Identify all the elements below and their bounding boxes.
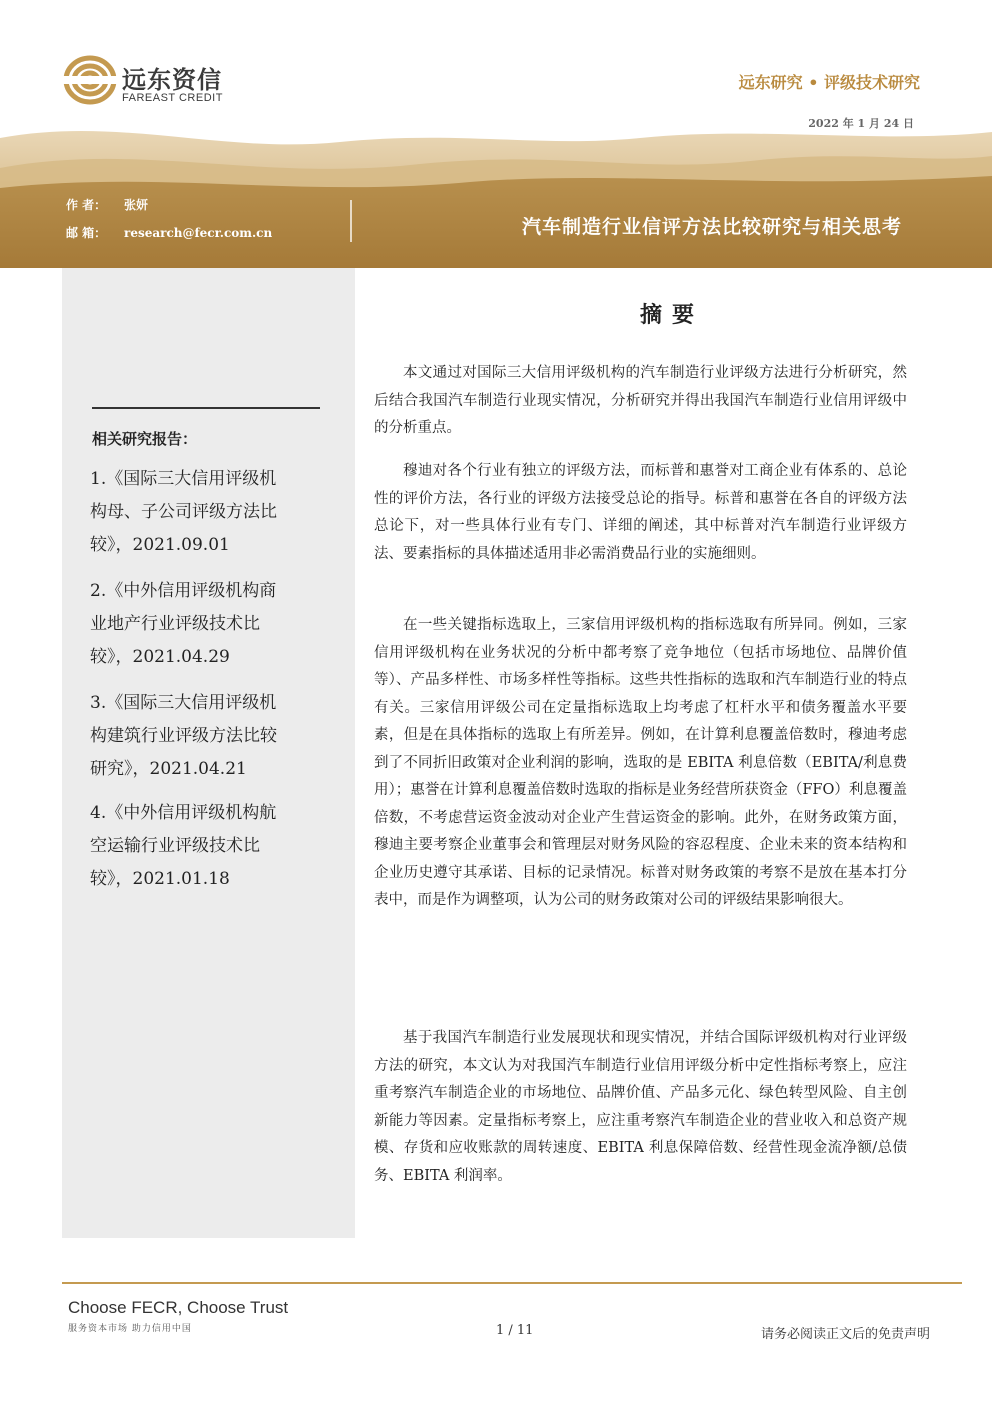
author-line (66, 196, 148, 213)
related-report-1[interactable]: 1.《国际三大信用评级机 构母、子公司评级方法比 较》，2021.09.01 (90, 469, 277, 555)
logo-text-cn: 远东资信 (122, 66, 222, 94)
logo-text-en: FAREAST CREDIT (122, 92, 223, 104)
sidebar-divider (92, 407, 320, 409)
abstract-paragraph-4: 基于我国汽车制造行业发展现状和现实情况，并结合国际评级机构对行业评级方法的研究，本文认为对我国汽车制造行业信用评级分析中定性指标考察上，应注重考察汽车制造企业的市场地位、品牌价值、产品多元化、绿色转型风险、自主创新能力等因素。定量指标考察上，应注重考察汽车制造企业的营业收入和总资产规模、存货和应收账款的周转速度、EBITA 利息保障倍数、经营性现金流净额/总债务、EBITA 利润率。 (374, 1030, 907, 1184)
band-separator (350, 200, 352, 242)
abstract-title: 摘要 (640, 302, 705, 328)
author-name: 张妍 (124, 198, 149, 212)
report-date: 2022 年 1 月 24 日 (808, 117, 914, 130)
footer-slogan: Choose FECR, Choose Trust (68, 1298, 289, 1317)
related-report-2[interactable]: 2.《中外信用评级机构商 业地产行业评级技术比 较》，2021.04.29 (90, 581, 277, 667)
related-report-3[interactable]: 3.《国际三大信用评级机 构建筑行业评级方法比较 研究》，2021.04.21 (90, 693, 277, 779)
document-title: 汽车制造行业信评方法比较研究与相关思考 (521, 216, 902, 238)
footer-divider (62, 1282, 962, 1284)
abstract-paragraph-1: 本文通过对国际三大信用评级机构的汽车制造行业评级方法进行分析研究，然后结合我国汽车制造行业现实情况，分析研究并得出我国汽车制造行业信用评级中的分析重点。 (374, 365, 907, 436)
header-band (0, 120, 992, 268)
email-link[interactable]: research@fecr.com.cn (124, 226, 273, 240)
series-label: 远东研究 • 评级技术研究 (738, 73, 920, 92)
disclaimer-notice: 请务必阅读正文后的免责声明 (760, 1327, 930, 1342)
abstract-paragraph-2: 穆迪对各个行业有独立的评级方法，而标普和惠誉对工商企业有体系的、总论性的评价方法，各行业的评级方法接受总论的指导。标普和惠誉在各自的评级方法总论下，对一些具体行业有专门、详细的阐述，其中标普对汽车制造行业评级方法、要素指标的具体描述适用非必需消费品行业的实施细则。 (374, 463, 907, 562)
author-label: 作 者： (66, 198, 107, 212)
email-label: 邮 箱： (66, 226, 107, 240)
email-line (66, 224, 272, 241)
related-reports-heading: 相关研究报告： (92, 430, 198, 448)
abstract-paragraph-3: 在一些关键指标选取上，三家信用评级机构的指标选取有所异同。例如，三家信用评级机构在业务状况的分析中都考察了竞争地位（包括市场地位、品牌价值等）、产品多样性、市场多样性等指标。这些共性指标的选取和汽车制造行业的特点有关。三家信用评级公司在定量指标选取上均考虑了杠杆水平和债务覆盖水平要素，但是在具体指标的选取上有所差异。例如，在计算利息覆盖倍数时，穆迪考虑到了不同折旧政策对企业利润的影响，选取的是 EBITA 利息倍数（EBITA/利息费用）；惠誉在计算利息覆盖倍数时选取的指标是业务经营所获资金（FFO）利息覆盖倍数，不考虑营运资金波动对企业产生营运资金的影响。此外，在财务政策方面，穆迪主要考察企业董事会和管理层对财务风险的容忍程度、企业未来的资本结构和企业历史遵守其承诺、目标的记录情况。标普对财务政策的考察不是放在基本打分表中，而是作为调整项，认为公司的财务政策对公司的评级结果影响很大。 (374, 617, 907, 908)
page-number: 1 / 11 (496, 1323, 534, 1338)
footer-slogan-sub: 服务资本市场 助力信用中国 (68, 1324, 192, 1334)
related-report-4[interactable]: 4.《中外信用评级机构航 空运输行业评级技术比 较》，2021.01.18 (90, 803, 277, 889)
